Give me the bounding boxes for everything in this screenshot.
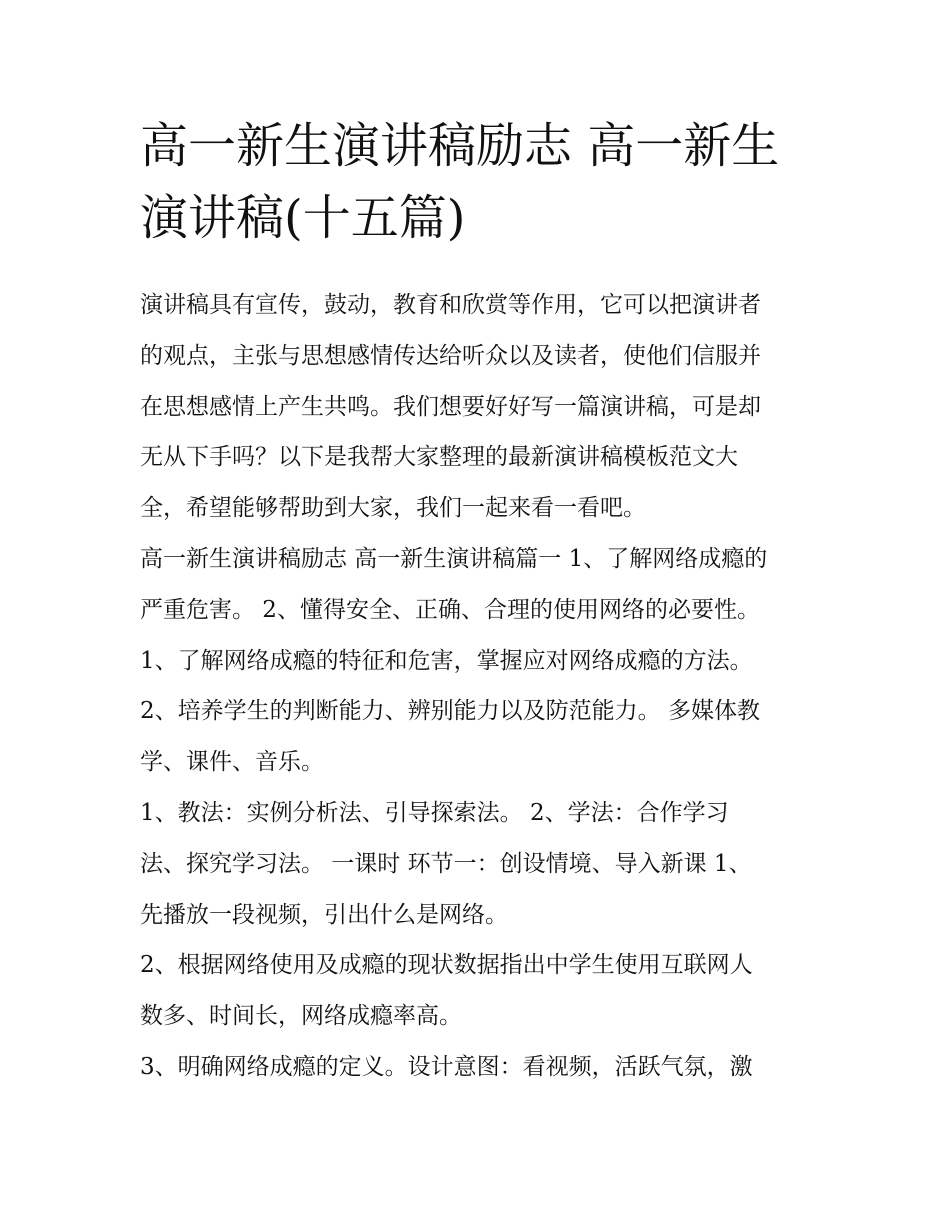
body-line: 演讲稿具有宣传，鼓动，教育和欣赏等作用，它可以把演讲者 <box>140 292 761 318</box>
body-line: 严重危害。 2、懂得安全、正确、合理的使用网络的必要性。 <box>140 596 760 623</box>
body-line: 学、课件、音乐。 <box>140 749 324 776</box>
body-line: 数多、时间长，网络成瘾率高。 <box>140 1003 462 1030</box>
body-line: 无从下手吗？以下是我帮大家整理的最新演讲稿模板范文大 <box>140 444 738 471</box>
title-line: 演讲稿(十五篇) <box>140 190 466 246</box>
body-line: 的观点，主张与思想感情传达给听众以及读者，使他们信服并 <box>140 342 761 369</box>
body-line: 1、了解网络成瘾的特征和危害，掌握应对网络成瘾的方法。 <box>140 647 753 674</box>
title-line: 高一新生演讲稿励志 高一新生 <box>140 118 780 174</box>
body-line: 在思想感情上产生共鸣。我们想要好好写一篇演讲稿，可是却 <box>140 393 761 420</box>
body-line: 2、根据网络使用及成瘾的现状数据指出中学生使用互联网人 <box>140 952 753 979</box>
document-title <box>140 110 840 254</box>
document-body <box>140 280 840 1093</box>
body-line: 高一新生演讲稿励志 高一新生演讲稿篇一 1、了解网络成瘾的 <box>140 545 768 572</box>
body-line: 全，希望能够帮助到大家，我们一起来看一看吧。 <box>140 495 646 522</box>
body-line: 法、探究学习法。 一课时 环节一：创设情境、导入新课 1、 <box>140 850 752 877</box>
body-line: 2、培养学生的判断能力、辨别能力以及防范能力。 多媒体教 <box>140 698 760 725</box>
body-line: 1、教法：实例分析法、引导探索法。 2、学法：合作学习 <box>140 799 729 826</box>
body-line: 先播放一段视频，引出什么是网络。 <box>140 901 508 928</box>
body-line: 3、明确网络成瘾的定义。设计意图：看视频，活跃气氛，激 <box>140 1053 753 1080</box>
